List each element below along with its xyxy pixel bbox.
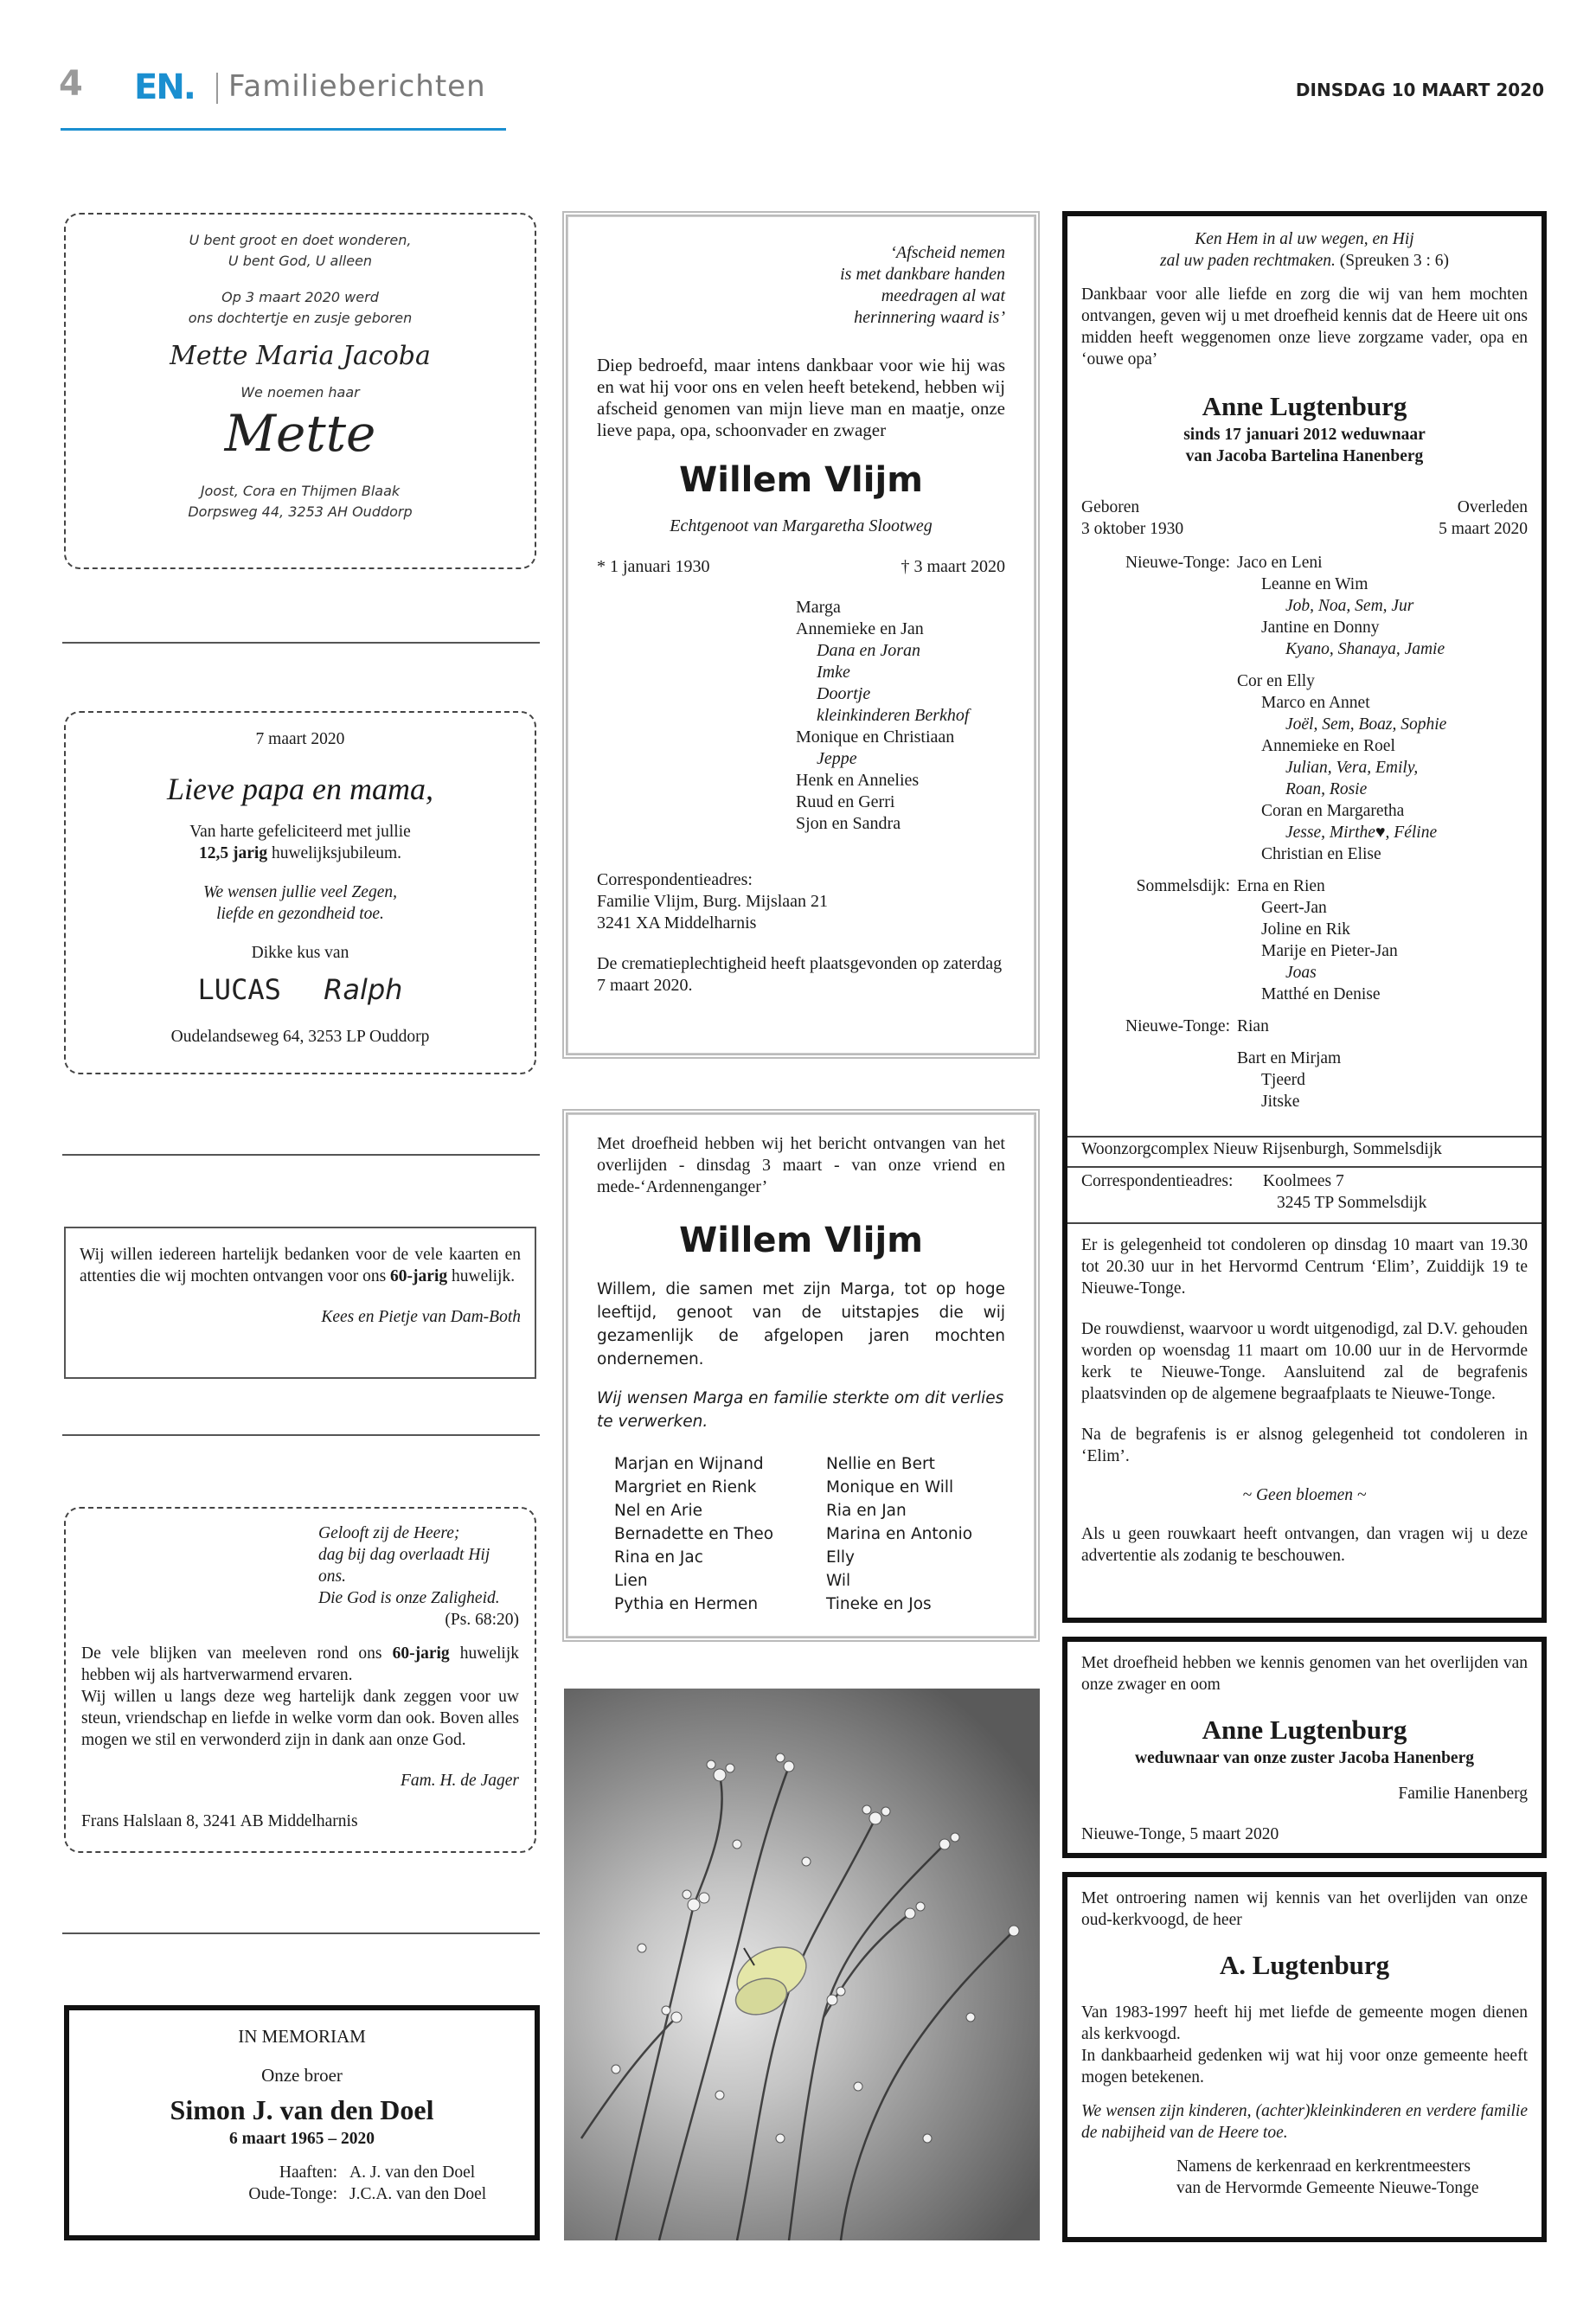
lugt1-family-place xyxy=(1081,595,1237,617)
lugt3-text-1: Van 1983-1997 heeft hij met liefde de gemeente mogen dienen als kerkvoogd. xyxy=(1081,2003,1528,2043)
vlijm1-died: † 3 maart 2020 xyxy=(901,557,1005,576)
thanks2-verse-2: dag bij dag overlaadt Hij ons. xyxy=(318,1546,490,1586)
birth-line-1: Op 3 maart 2020 werd xyxy=(221,289,379,305)
vlijm2-friend-name: Lien xyxy=(614,1572,648,1590)
jubilee-wish-1: We wensen jullie veel Zegen, xyxy=(202,883,397,901)
lugt1-family-row xyxy=(1081,897,1528,919)
divider xyxy=(62,1932,540,1934)
vlijm1-quote-2: is met dankbare handen xyxy=(840,265,1005,284)
vlijm1-family-member: Ruud en Gerri xyxy=(796,792,895,811)
thanks2-text-c: Wij willen u langs deze weg hartelijk dank zeggen voor uw steun, vriendschap en liefde in welke vorm dan ook. Boven alles mogen we stil en verwonderd zijn in dank aan onze God. xyxy=(81,1688,519,1749)
thanks1-bold: 60-jarig xyxy=(390,1267,448,1285)
lugt1-family-row xyxy=(1081,1016,1528,1037)
lugt1-family-row xyxy=(1081,552,1528,574)
jubilee-line-1: Van harte gefeliciteerd met jullie xyxy=(189,823,411,841)
thanks2-verse-3: Die God is onze Zaligheid. xyxy=(318,1589,500,1607)
vlijm2-friend-name: Marina en Antonio xyxy=(826,1525,973,1543)
vlijm2-text: Willem, die samen met zijn Marga, tot op hoge leeftijd, genoot van de uitstapjes die wij gezamenlijk de afgelopen jaren mochten ondernemen. xyxy=(597,1280,1005,1368)
lugt1-family-row xyxy=(1081,779,1528,800)
birth-call-label: We noemen haar xyxy=(240,384,360,401)
page-number: 4 xyxy=(59,64,83,104)
lugt1-family-place xyxy=(1081,638,1237,660)
thanks2-text-a: De vele blijken van meeleven rond ons xyxy=(81,1644,382,1663)
lugt3-wish: We wensen zijn kinderen, (achter)kleinkinderen en verdere familie de nabijheid van de Heere toe. xyxy=(1081,2102,1528,2142)
lugt1-sub-1: sinds 17 januari 2012 weduwnaar xyxy=(1183,426,1426,444)
vlijm1-family-member: Sjon en Sandra xyxy=(796,814,901,833)
jubilee-title: Lieve papa en mama, xyxy=(167,772,433,806)
lugt1-family-place xyxy=(1081,617,1237,638)
vlijm1-family-member: Imke xyxy=(817,663,850,682)
lugt1-family-list xyxy=(1081,552,1528,1112)
lugt1-sub-2: van Jacoba Bartelina Hanenberg xyxy=(1185,447,1424,465)
vlijm2-friend-name: Ria en Jan xyxy=(826,1502,907,1520)
lugt1-family-row xyxy=(1081,595,1528,617)
vlijm2-intro: Met droefheid hebben wij het bericht ontvangen van het overlijden - dinsdag 3 maart - van onze vriend en mede-‘Ardennenganger’ xyxy=(597,1134,1005,1196)
lugt1-family-row xyxy=(1081,962,1528,984)
thanks-announcement-1 xyxy=(64,1227,536,1379)
lugt1-family-row xyxy=(1081,1048,1528,1069)
lugt1-family-member: Coran en Margaretha xyxy=(1261,802,1405,820)
lugt1-family-place xyxy=(1081,1048,1237,1069)
jubilee-announcement xyxy=(64,711,536,1074)
lugt3-signature-1: Namens de kerkenraad en kerkrentmeesters xyxy=(1176,2157,1471,2176)
birth-verse-1: U bent groot en doet wonderen, xyxy=(189,232,412,248)
header-separator xyxy=(216,73,218,104)
lugt1-family-row xyxy=(1081,1069,1528,1091)
lugt1-family-member: Geert-Jan xyxy=(1261,899,1327,917)
in-memoriam xyxy=(64,2005,540,2240)
vlijm2-friend-name: Nellie en Bert xyxy=(826,1455,935,1473)
lugt1-name: Anne Lugtenburg xyxy=(1202,391,1407,421)
vlijm1-family-member: Henk en Annelies xyxy=(796,771,920,790)
lugt1-born-date: 3 oktober 1930 xyxy=(1081,520,1184,538)
lugt1-family-member: Marije en Pieter-Jan xyxy=(1261,942,1398,960)
vlijm1-family-member: Dana en Joran xyxy=(817,641,920,660)
divider xyxy=(62,642,540,644)
memoriam-dates: 6 maart 1965 – 2020 xyxy=(229,2130,375,2148)
obituary-a-lugtenburg-church xyxy=(1062,1872,1547,2242)
lugt1-family-row xyxy=(1081,692,1528,714)
thanks2-signature: Fam. H. de Jager xyxy=(400,1772,519,1790)
lugt1-family-member: Leanne en Wim xyxy=(1261,575,1368,593)
thanks2-text-b: huwelijk hebben wij als hartverwarmend ervaren. xyxy=(81,1644,519,1684)
lugt1-family-member: Joël, Sem, Boaz, Sophie xyxy=(1285,715,1447,734)
thanks-announcement-2 xyxy=(64,1507,536,1853)
jubilee-from: Dikke kus van xyxy=(251,944,349,962)
lugt1-family-row xyxy=(1081,1091,1528,1112)
lugt1-residence: Woonzorgcomplex Nieuw Rijsenburgh, Sommelsdijk xyxy=(1081,1140,1442,1158)
lugt1-after: Na de begrafenis is er alsnog gelegenheid tot condoleren in ‘Elim’. xyxy=(1081,1426,1528,1465)
jubilee-signature-2: Ralph xyxy=(324,973,403,1006)
lugt1-family-member: Marco en Annet xyxy=(1261,694,1370,712)
lugt1-family-member: Joline en Rik xyxy=(1261,920,1350,939)
thanks1-text-a: Wij willen iedereen hartelijk bedanken voor de vele kaarten en attenties die wij mochten ontvangen voor ons xyxy=(80,1246,521,1285)
lugt1-family-row xyxy=(1081,714,1528,735)
vlijm2-friend-name: Bernadette en Theo xyxy=(614,1525,774,1543)
issue-date: DINSDAG 10 MAART 2020 xyxy=(1295,80,1544,100)
obituary-anne-lugtenburg-hanenberg xyxy=(1062,1637,1547,1858)
lugt1-family-member: Job, Noa, Sem, Jur xyxy=(1285,597,1414,615)
memoriam-place-2: Oude-Tonge: xyxy=(248,2185,337,2203)
lugt1-family-place xyxy=(1081,800,1237,822)
birth-verse-2: U bent God, U alleen xyxy=(228,253,373,269)
lugt1-corr-1: Koolmees 7 xyxy=(1263,1172,1344,1190)
header-underline xyxy=(61,128,506,131)
lugt1-family-place xyxy=(1081,984,1237,1005)
lugt2-name: Anne Lugtenburg xyxy=(1202,1715,1407,1745)
lugt3-signature-2: van de Hervormde Gemeente Nieuwe-Tonge xyxy=(1176,2179,1479,2197)
section-title: Familieberichten xyxy=(228,69,486,104)
lugt1-family-member: Tjeerd xyxy=(1261,1071,1305,1089)
divider xyxy=(1067,1222,1542,1224)
lugt2-place-date: Nieuwe-Tonge, 5 maart 2020 xyxy=(1081,1825,1279,1843)
thanks1-signature: Kees en Pietje van Dam-Both xyxy=(321,1308,521,1326)
vlijm2-friend-name: Nel en Arie xyxy=(614,1502,703,1520)
lugt1-born-label: Geboren xyxy=(1081,498,1140,516)
obituary-anne-lugtenburg-family xyxy=(1062,211,1547,1623)
jubilee-line-2: huwelijksjubileum. xyxy=(271,844,401,862)
vlijm2-friend-name: Marjan en Wijnand xyxy=(614,1455,764,1473)
lugt1-family-place xyxy=(1081,779,1237,800)
vlijm1-family-list xyxy=(597,597,1005,835)
lugt1-family-place xyxy=(1081,822,1237,843)
vlijm1-cremation: De crematieplechtigheid heeft plaatsgevonden op zaterdag 7 maart 2020. xyxy=(597,954,1003,995)
thanks2-address: Frans Halslaan 8, 3241 AB Middelharnis xyxy=(81,1812,358,1830)
lugt2-sub: weduwnaar van onze zuster Jacoba Hanenberg xyxy=(1135,1749,1474,1767)
lugt1-family-place: Sommelsdijk: xyxy=(1136,877,1230,895)
lugt2-intro: Met droefheid hebben we kennis genomen van het overlijden van onze zwager en oom xyxy=(1081,1654,1528,1694)
lugt1-family-member: Jaco en Leni xyxy=(1237,554,1323,572)
vlijm1-family-member: Jeppe xyxy=(817,749,857,768)
lugt1-family-row xyxy=(1081,735,1528,757)
lugt1-family-place xyxy=(1081,1091,1237,1112)
butterfly-shape xyxy=(728,1937,815,2020)
vlijm1-family-member: Monique en Christiaan xyxy=(796,727,955,747)
lugt1-family-place: Nieuwe-Tonge: xyxy=(1125,1017,1230,1035)
lugt1-family-place xyxy=(1081,940,1237,962)
lugt1-family-member: Joas xyxy=(1285,964,1317,982)
lugt1-service: De rouwdienst, waarvoor u wordt uitgenodigd, zal D.V. gehouden worden op woensdag 11 maart om 10.00 uur in de Hervormde kerk te Nieuwe-Tonge. Aansluitend zal de begrafenis plaatsvinden op de algemene begraafplaats te Nieuwe-Tonge. xyxy=(1081,1320,1528,1403)
lugt1-family-row xyxy=(1081,757,1528,779)
lugt1-family-member: Cor en Elly xyxy=(1237,672,1315,690)
vlijm2-friend-name: Pythia en Hermen xyxy=(614,1595,759,1613)
jubilee-bold: 12,5 jarig xyxy=(199,844,268,862)
lugt1-family-member: Julian, Vera, Emily, xyxy=(1285,759,1419,777)
vlijm2-friend-name: Tineke en Jos xyxy=(826,1595,932,1613)
lugt1-family-row xyxy=(1081,574,1528,595)
jubilee-date: 7 maart 2020 xyxy=(255,730,345,748)
lugt1-family-member: Roan, Rosie xyxy=(1285,780,1368,798)
jubilee-wish-2: liefde en gezondheid toe. xyxy=(216,905,384,923)
lugt1-family-row xyxy=(1081,638,1528,660)
memoriam-name: Simon J. van den Doel xyxy=(170,2094,434,2125)
lugt1-died-label: Overleden xyxy=(1457,498,1528,516)
vlijm2-names-column-1 xyxy=(614,1452,826,1616)
vlijm2-name: Willem Vlijm xyxy=(679,1221,923,1260)
lugt1-family-row xyxy=(1081,822,1528,843)
vlijm2-friend-name: Rina en Jac xyxy=(614,1548,703,1567)
lugt1-family-member: Rian xyxy=(1237,1017,1269,1035)
lugt1-family-place: Nieuwe-Tonge: xyxy=(1125,554,1230,572)
lugt1-family-place xyxy=(1081,692,1237,714)
memoriam-relation: Onze broer xyxy=(261,2065,343,2086)
lugt1-family-place xyxy=(1081,714,1237,735)
lugt1-family-place xyxy=(1081,574,1237,595)
lugt1-family-member: Kyano, Shanaya, Jamie xyxy=(1285,640,1445,658)
vlijm2-friend-name: Margriet en Rienk xyxy=(614,1478,757,1497)
lugt1-family-row xyxy=(1081,940,1528,962)
lugt1-family-place xyxy=(1081,757,1237,779)
lugt1-intro: Dankbaar voor alle liefde en zorg die wij van hem mochten ontvangen, geven wij u met droefheid kennis dat de Heere uit ons midden heeft weggenomen onze lieve zorgzame vader, opa en ‘ouwe opa’ xyxy=(1081,285,1528,369)
lugt1-family-row xyxy=(1081,984,1528,1005)
lugt1-family-row xyxy=(1081,843,1528,865)
lugt1-verse-ref: (Spreuken 3 : 6) xyxy=(1339,252,1449,270)
vlijm2-friend-name: Wil xyxy=(826,1572,851,1590)
lugt1-closing: Als u geen rouwkaart heeft ontvangen, dan vragen wij u deze advertentie als zodanig te beschouwen. xyxy=(1081,1525,1528,1565)
vlijm1-quote-3: meedragen al wat xyxy=(881,286,1005,305)
lugt1-family-member: Christian en Elise xyxy=(1261,845,1381,863)
vlijm2-friend-name: Monique en Will xyxy=(826,1478,954,1497)
lugt1-family-place xyxy=(1081,670,1237,692)
divider xyxy=(1067,1136,1542,1138)
memoriam-place-1: Haaften: xyxy=(279,2163,337,2182)
lugt1-verse-2: zal uw paden rechtmaken. xyxy=(1160,252,1336,270)
butterfly-flower-photo xyxy=(564,1689,1040,2240)
lugt3-name: A. Lugtenburg xyxy=(1219,1950,1390,1980)
lugt1-family-row xyxy=(1081,875,1528,897)
vlijm1-born: * 1 januari 1930 xyxy=(597,557,710,576)
lugt1-corr-label: Correspondentieadres: xyxy=(1081,1172,1234,1190)
vlijm1-name: Willem Vlijm xyxy=(679,460,923,500)
lugt3-text-2: In dankbaarheid gedenken wij wat hij voor onze gemeente heeft mogen betekenen. xyxy=(1081,2047,1528,2086)
lugt1-family-row xyxy=(1081,617,1528,638)
vlijm1-family-member: Annemieke en Jan xyxy=(796,619,924,638)
memoriam-person-1: A. J. van den Doel xyxy=(349,2163,476,2182)
lugt1-condolence: Er is gelegenheid tot condoleren op dinsdag 10 maart van 19.30 tot 20.30 uur in het Hervormd Centrum ‘Elim’, Zuiddijk 19 te Nieuwe-Tonge. xyxy=(1081,1236,1528,1298)
lugt1-family-place xyxy=(1081,962,1237,984)
lugt1-family-place xyxy=(1081,735,1237,757)
birth-address: Dorpsweg 44, 3253 AH Ouddorp xyxy=(188,503,413,520)
vlijm2-wish: Wij wensen Marga en familie sterkte om dit verlies te verwerken. xyxy=(597,1389,1004,1431)
lugt1-family-member: Bart en Mirjam xyxy=(1237,1049,1342,1067)
vlijm1-family-member: kleinkinderen Berkhof xyxy=(817,706,970,725)
lugt1-family-member: Jantine en Donny xyxy=(1261,619,1380,637)
divider xyxy=(62,1154,540,1156)
vlijm2-names-column-2 xyxy=(826,1452,972,1616)
lugt1-family-member: Annemieke en Roel xyxy=(1261,737,1395,755)
vlijm1-corr-2: 3241 XA Middelharnis xyxy=(597,913,757,933)
obituary-willem-vlijm-friends xyxy=(562,1109,1040,1642)
lugt1-family-member: Matthé en Denise xyxy=(1261,985,1381,1003)
lugt1-family-row xyxy=(1081,670,1528,692)
lugt1-family-row xyxy=(1081,919,1528,940)
thanks1-text-b: huwelijk. xyxy=(451,1267,516,1285)
lugt1-family-place xyxy=(1081,843,1237,865)
lugt1-family-place xyxy=(1081,919,1237,940)
lugt1-family-member: Jitske xyxy=(1261,1093,1300,1111)
vlijm1-corr-label: Correspondentieadres: xyxy=(597,870,753,889)
lugt2-signature: Familie Hanenberg xyxy=(1398,1785,1528,1803)
thanks2-verse-ref: (Ps. 68:20) xyxy=(445,1611,519,1629)
publication-logo: EN. xyxy=(134,67,195,107)
thanks2-verse-1: Gelooft zij de Heere; xyxy=(318,1524,460,1542)
vlijm1-quote-1: ‘Afscheid nemen xyxy=(890,243,1005,262)
lugt1-flowers: ~ Geen bloemen ~ xyxy=(1242,1486,1367,1504)
birth-call-name: Mette xyxy=(224,404,376,463)
vlijm1-family-member: Doortje xyxy=(817,684,871,703)
lugt3-intro: Met ontroering namen wij kennis van het overlijden van onze oud-kerkvoogd, de heer xyxy=(1081,1889,1528,1929)
thanks2-bold: 60-jarig xyxy=(392,1644,450,1663)
lugt1-family-place xyxy=(1081,897,1237,919)
birth-full-name: Mette Maria Jacoba xyxy=(170,341,431,371)
divider xyxy=(62,1434,540,1436)
memoriam-person-2: J.C.A. van den Doel xyxy=(349,2185,487,2203)
vlijm1-spouse: Echtgenoot van Margaretha Slootweg xyxy=(670,516,933,535)
birth-announcement xyxy=(64,213,536,569)
vlijm1-corr-1: Familie Vlijm, Burg. Mijslaan 21 xyxy=(597,892,829,911)
vlijm1-quote-4: herinnering waard is’ xyxy=(854,308,1005,327)
obituary-willem-vlijm-family xyxy=(562,211,1040,1059)
flower-illustration xyxy=(564,1689,1040,2240)
lugt1-family-member: Jesse, Mirthe♥, Féline xyxy=(1285,824,1438,842)
lugt1-family-member: Erna en Rien xyxy=(1237,877,1325,895)
lugt1-died-date: 5 maart 2020 xyxy=(1439,520,1528,538)
vlijm2-friend-name: Elly xyxy=(826,1548,855,1567)
jubilee-address: Oudelandseweg 64, 3253 LP Ouddorp xyxy=(170,1028,430,1046)
jubilee-signature-1: LUCAS xyxy=(197,973,281,1006)
lugt1-corr-2: 3245 TP Sommelsdijk xyxy=(1277,1194,1427,1212)
lugt1-family-row xyxy=(1081,800,1528,822)
lugt1-family-place xyxy=(1081,1069,1237,1091)
birth-line-2: ons dochtertje en zusje geboren xyxy=(188,310,413,326)
divider xyxy=(1067,1166,1542,1168)
vlijm1-family-member: Marga xyxy=(796,598,841,617)
lugt1-verse-1: Ken Hem in al uw wegen, en Hij xyxy=(1195,230,1414,248)
vlijm1-intro: Diep bedroefd, maar intens dankbaar voor wie hij was en wat hij voor ons en velen heeft betekend, hebben wij afscheid genomen van mijn lieve man en maatje, onze lieve papa, opa, schoonvader en zwager xyxy=(597,355,1005,440)
memoriam-title: IN MEMORIAM xyxy=(238,2026,366,2047)
birth-parents: Joost, Cora en Thijmen Blaak xyxy=(200,483,401,499)
